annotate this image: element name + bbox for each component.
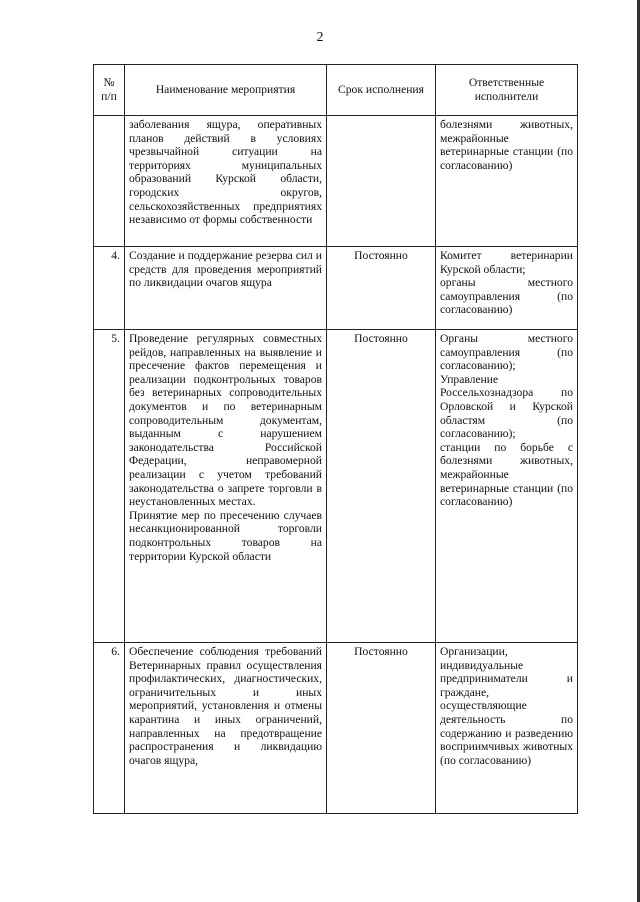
header-responsible: Ответственные исполнители (436, 65, 578, 116)
responsible-text: органы местного самоуправления (по согласованию) (440, 276, 573, 317)
responsible-text: Органы местного самоуправления (по согласованию); (440, 332, 573, 373)
row-num: 6. (94, 643, 125, 814)
header-num: № п/п (94, 65, 125, 116)
measure-text: Обеспечение соблюдения требований Ветеринарных правил осуществления профилактических, диагностических, ограничительных и иных мероприятий, установления и отмены карантина и иных ограничений, направленных на предотвращение распространения и ликвидацию очагов ящура, (129, 645, 322, 767)
row-measure (125, 247, 327, 330)
page-number: 2 (316, 30, 324, 45)
responsible-text: Организации, индивидуальные предприниматели и граждане, осуществляющие деятельность по содержанию и разведению восприимчивых животных (по согласованию) (440, 645, 573, 767)
header-name: Наименование мероприятия (125, 65, 327, 116)
measure-text: заболевания ящура, оперативных планов действий в условиях чрезвычайной ситуации на территориях муниципальных образований Курской области, городских округов, сельскохозяйственных предприятиях независимо от формы собственности (129, 118, 322, 227)
row-responsible (436, 643, 578, 814)
responsible-text: Комитет ветеринарии Курской области; (440, 249, 573, 276)
measure-text: Принятие мер по пресечению случаев несанкционированной торговли подконтрольных товаров на территории Курской области (129, 508, 322, 563)
measures-table (93, 64, 578, 814)
row-measure (125, 116, 327, 247)
row-measure (125, 643, 327, 814)
responsible-text: болезнями животных, межрайонные ветеринарные станции (по согласованию) (440, 118, 573, 172)
row-measure (125, 330, 327, 643)
responsible-text: Управление Россельхознадзора по Орловской и Курской областям (по согласованию); (440, 372, 573, 441)
header-term: Срок исполнения (327, 65, 436, 116)
table-row (94, 116, 578, 247)
table-row (94, 643, 578, 814)
table-header-row (94, 65, 578, 116)
table-row (94, 330, 578, 643)
responsible-text: станции по борьбе с болезнями животных, межрайонные ветеринарные станции (по согласованию) (440, 440, 573, 509)
row-term: Постоянно (327, 643, 436, 814)
measure-text: Создание и поддержание резерва сил и средств для проведения мероприятий по ликвидации очагов ящура (129, 249, 322, 290)
measure-text: Проведение регулярных совместных рейдов, направленных на выявление и пресечение фактов перемещения и реализации подконтрольных товаров без ветеринарных сопроводительных документов и по ветеринарным сопроводительным документам, выданным с нарушением законодательства Российской Федерации, неправомерной реализации с учетом требований законодательства о запрете торговли в неустановленных местах. (129, 332, 322, 509)
row-term (327, 116, 436, 247)
row-num: 5. (94, 330, 125, 643)
row-responsible (436, 247, 578, 330)
row-num (94, 116, 125, 247)
table-row (94, 247, 578, 330)
row-responsible (436, 116, 578, 247)
row-term: Постоянно (327, 330, 436, 643)
row-num: 4. (94, 247, 125, 330)
row-responsible (436, 330, 578, 643)
row-term: Постоянно (327, 247, 436, 330)
